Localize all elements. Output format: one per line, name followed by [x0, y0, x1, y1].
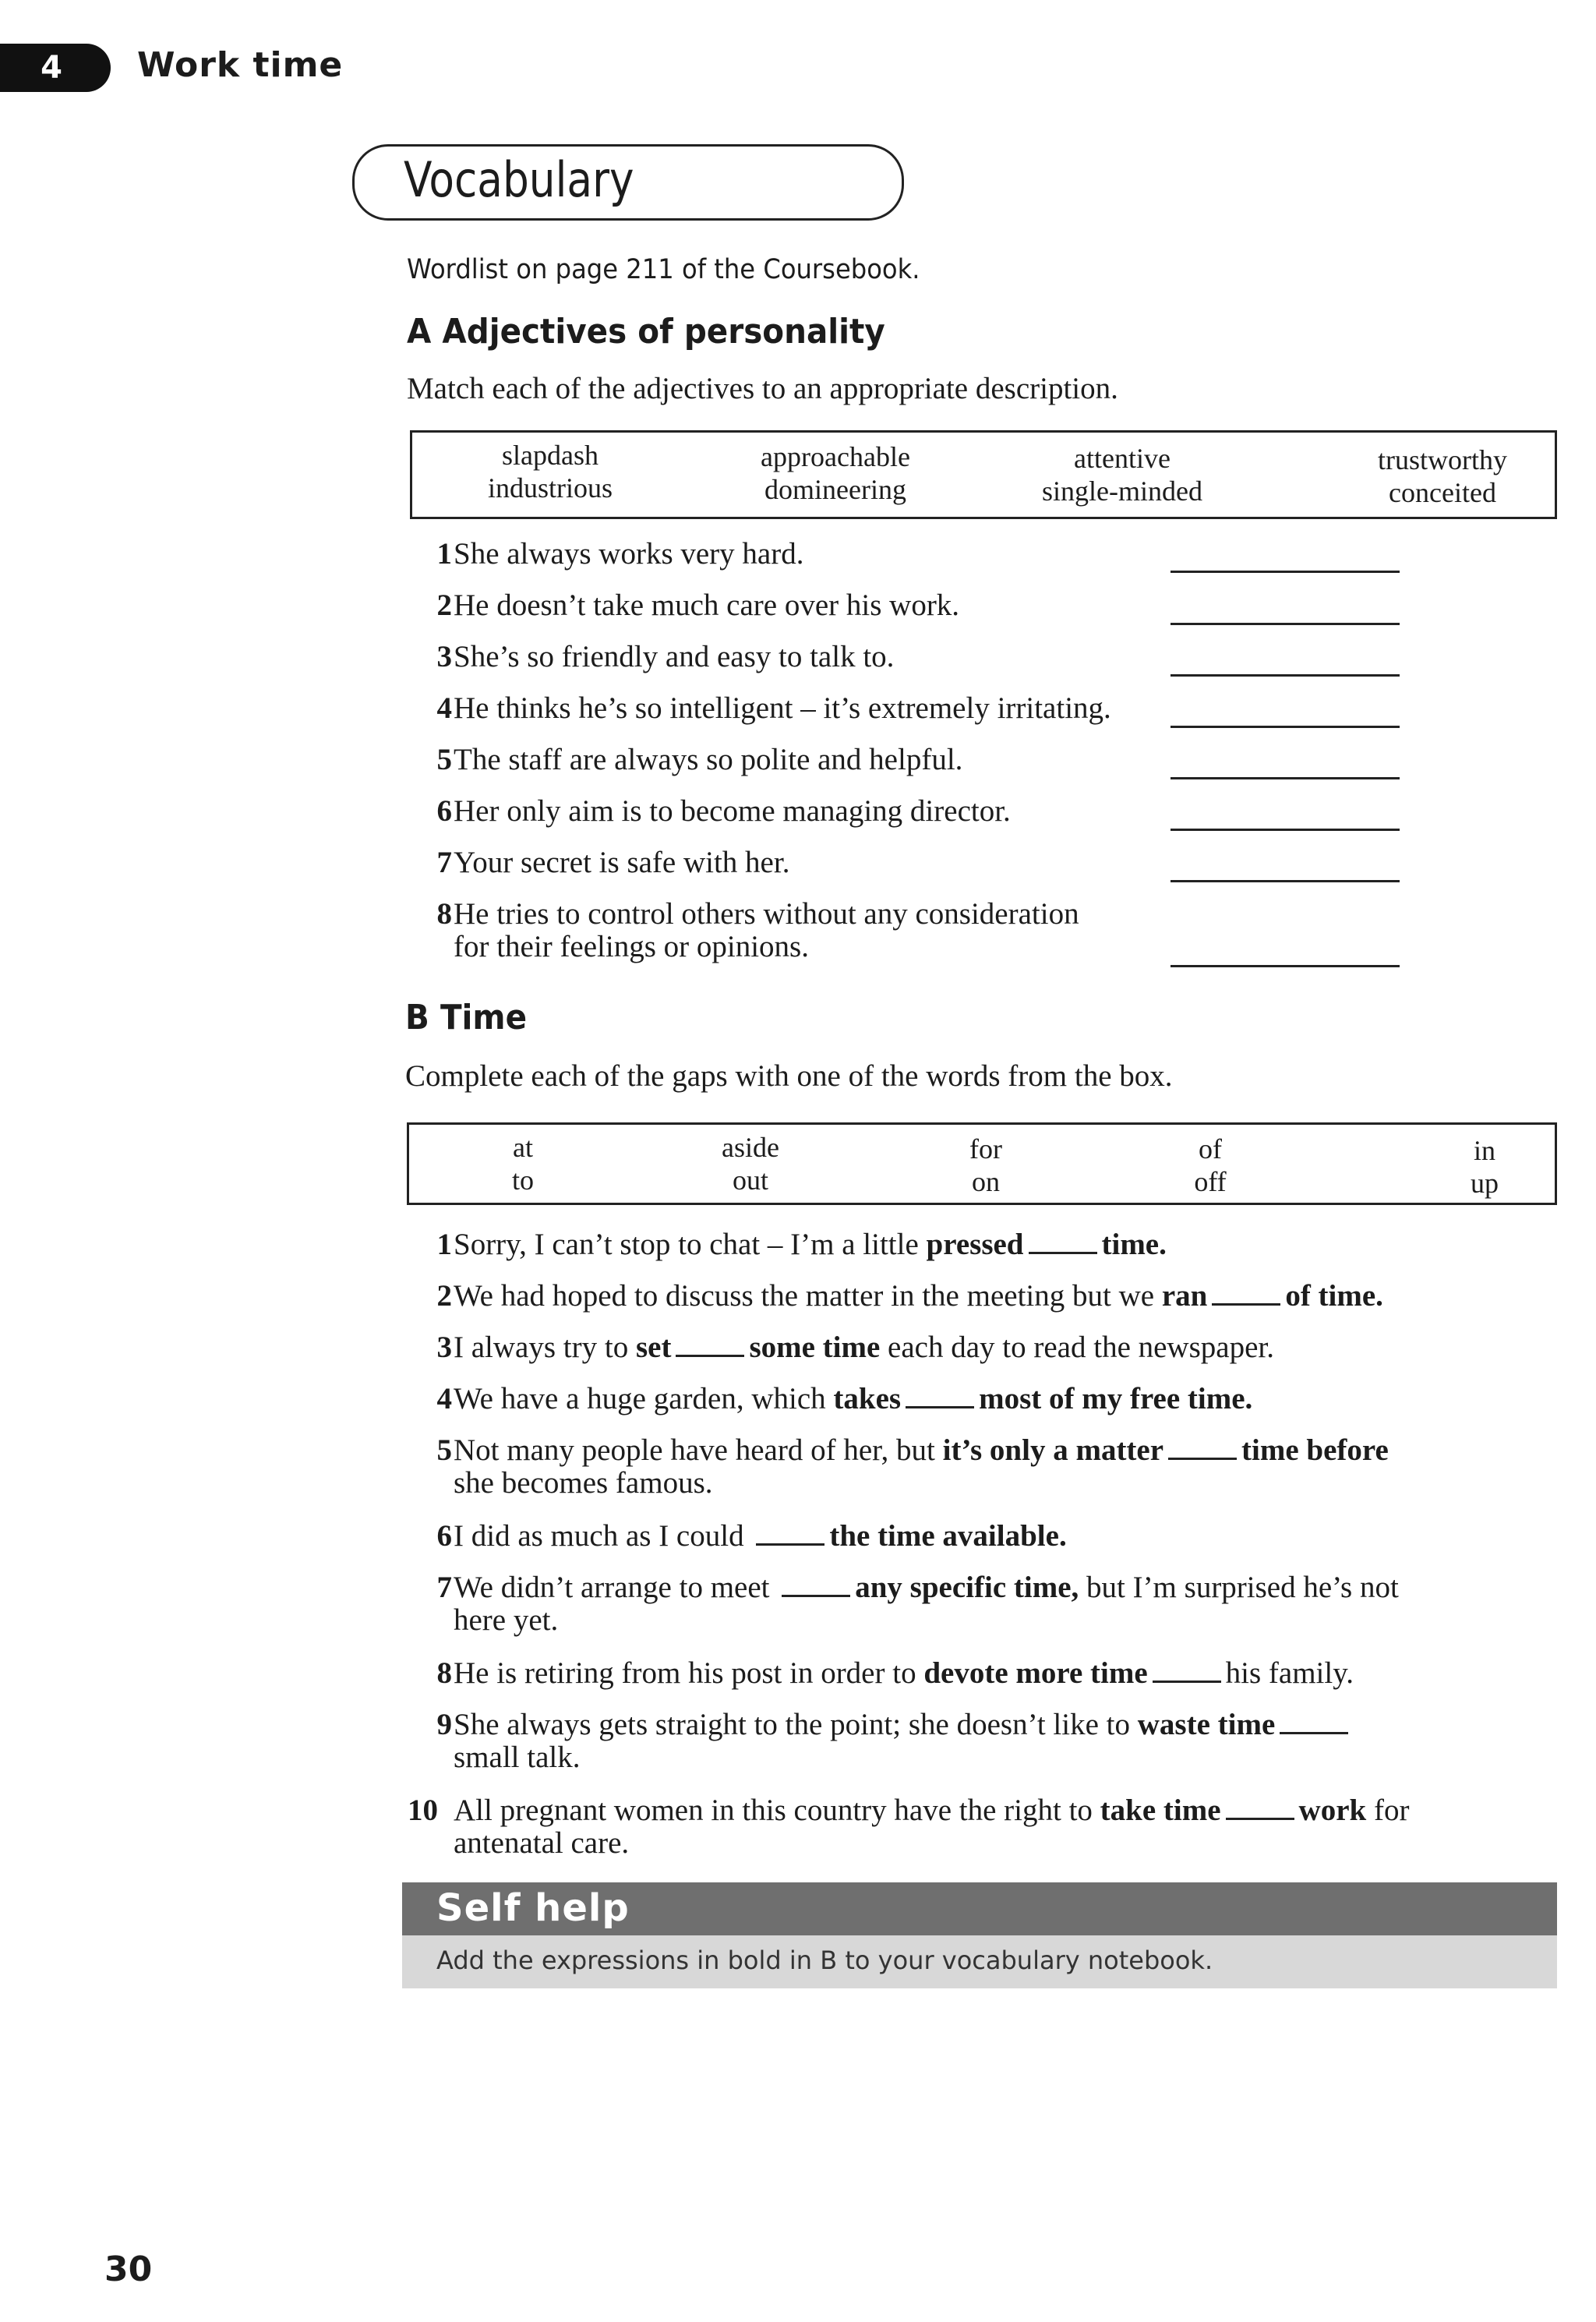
word: for — [969, 1133, 1002, 1165]
item-number: 6 — [436, 794, 452, 828]
section-a-title: A Adjectives of personality — [407, 312, 885, 352]
bold-expression: some time — [749, 1331, 881, 1364]
item-number: 2 — [436, 1279, 452, 1313]
item-number: 7 — [436, 1571, 452, 1604]
answer-line[interactable] — [1171, 726, 1400, 728]
bold-expression: takes — [833, 1382, 902, 1415]
gap-blank[interactable] — [1280, 1709, 1348, 1734]
answer-line[interactable] — [1171, 777, 1400, 779]
item-number: 5 — [436, 1433, 452, 1467]
word-column — [512, 1131, 534, 1196]
item-number: 8 — [436, 897, 452, 931]
word-column — [1042, 442, 1202, 507]
item-number: 8 — [436, 1656, 452, 1690]
word: in — [1473, 1135, 1495, 1166]
bold-expression: time. — [1101, 1228, 1167, 1261]
bold-expression: ran — [1161, 1279, 1208, 1313]
word-column — [969, 1133, 1002, 1198]
word: off — [1194, 1166, 1227, 1197]
item-number: 7 — [436, 846, 452, 879]
word: approachable — [761, 441, 910, 472]
item-text-continued: here yet. — [454, 1603, 559, 1637]
unit-number-badge: 4 — [0, 44, 111, 92]
item-number: 4 — [436, 1382, 452, 1415]
word: at — [513, 1132, 533, 1163]
gap-blank[interactable] — [782, 1571, 850, 1597]
answer-line[interactable] — [1171, 880, 1400, 882]
prepositions-word-box — [407, 1122, 1557, 1205]
item-text: Her only aim is to become managing director. — [454, 794, 1011, 828]
bold-expression: time before — [1241, 1433, 1389, 1467]
gap-blank[interactable] — [1226, 1794, 1294, 1820]
item-text-continued: antenatal care. — [454, 1826, 630, 1860]
item-text: but I’m surprised he’s not — [1079, 1571, 1399, 1604]
word: of — [1198, 1133, 1222, 1165]
page-number: 30 — [104, 2250, 153, 2289]
bold-expression: most of my free time. — [979, 1382, 1253, 1415]
item-number: 10 — [408, 1794, 438, 1827]
item-number: 1 — [436, 1228, 452, 1261]
self-help-text: Add the expressions in bold in B to your vocabulary notebook. — [436, 1946, 1213, 1975]
answer-line[interactable] — [1171, 623, 1400, 625]
answer-line[interactable] — [1171, 965, 1400, 967]
word: aside — [722, 1132, 779, 1163]
section-b-instruction: Complete each of the gaps with one of the words from the box. — [405, 1059, 1173, 1093]
item-text-continued: for their feelings or opinions. — [454, 930, 809, 963]
word-column — [488, 439, 613, 504]
gap-blank[interactable] — [1168, 1434, 1237, 1460]
gap-blank[interactable] — [756, 1520, 824, 1546]
bold-expression: it’s only a matter — [942, 1433, 1164, 1467]
word: out — [732, 1165, 768, 1196]
item-text: She’s so friendly and easy to talk to. — [454, 640, 895, 673]
word: trustworthy — [1378, 444, 1507, 475]
bold-expression: of time. — [1285, 1279, 1383, 1313]
bold-expression: any specific time, — [855, 1571, 1079, 1604]
word-column — [1378, 444, 1507, 509]
item-text-continued: she becomes famous. — [454, 1466, 713, 1500]
section-title: Vocabulary — [404, 151, 634, 208]
item-text: He thinks he’s so intelligent – it’s extremely irritating. — [454, 691, 1111, 725]
item-number: 1 — [436, 537, 452, 571]
word: industrious — [487, 472, 613, 504]
answer-line[interactable] — [1171, 829, 1400, 831]
item-number: 5 — [436, 743, 452, 776]
item-text: We didn’t arrange to meet — [454, 1571, 778, 1604]
bold-expression: work — [1298, 1794, 1367, 1827]
item-text: each day to read the newspaper. — [880, 1331, 1274, 1364]
item-text: All pregnant women in this country have the right to — [454, 1794, 1100, 1827]
gap-blank[interactable] — [676, 1331, 744, 1357]
item-number: 3 — [436, 640, 452, 673]
word: attentive — [1074, 443, 1171, 474]
adjectives-word-box — [410, 430, 1557, 519]
gap-blank[interactable] — [1029, 1228, 1097, 1254]
item-text: Not many people have heard of her, but — [454, 1433, 943, 1467]
item-number: 9 — [436, 1708, 452, 1741]
word-column — [761, 440, 910, 506]
section-a-instruction: Match each of the adjectives to an appropriate description. — [407, 372, 1118, 405]
item-text: She always works very hard. — [454, 537, 804, 571]
item-text: Your secret is safe with her. — [454, 846, 790, 879]
bold-expression: the time available. — [829, 1519, 1067, 1553]
section-b-title: B Time — [405, 998, 528, 1037]
answer-line[interactable] — [1171, 571, 1400, 573]
answer-line[interactable] — [1171, 674, 1400, 677]
item-text-continued: small talk. — [454, 1741, 581, 1774]
word: to — [511, 1165, 535, 1196]
item-text: We have a huge garden, which — [454, 1382, 834, 1415]
bold-expression: take time — [1100, 1794, 1221, 1827]
unit-title: Work time — [137, 45, 344, 85]
item-number: 4 — [436, 691, 452, 725]
item-text: Sorry, I can’t stop to chat – I’m a little — [454, 1228, 927, 1261]
item-text: He is retiring from his post in order to — [454, 1656, 924, 1690]
wordlist-note: Wordlist on page 211 of the Coursebook. — [407, 254, 920, 285]
item-text: She always gets straight to the point; she doesn’t like to — [454, 1708, 1138, 1741]
item-text: We had hoped to discuss the matter in the meeting but we — [454, 1279, 1162, 1313]
item-number: 6 — [436, 1519, 452, 1553]
item-text: He doesn’t take much care over his work. — [454, 588, 960, 622]
gap-blank[interactable] — [906, 1383, 974, 1408]
item-number: 2 — [436, 588, 452, 622]
bold-expression: pressed — [926, 1228, 1024, 1261]
word: on — [971, 1166, 1000, 1197]
self-help-title: Self help — [436, 1886, 630, 1930]
word-column — [1194, 1133, 1226, 1198]
bold-expression: set — [635, 1331, 672, 1364]
word: domineering — [764, 474, 906, 505]
item-text: The staff are always so polite and helpful. — [454, 743, 963, 776]
gap-blank[interactable] — [1153, 1657, 1221, 1683]
word-column — [1471, 1134, 1499, 1200]
word: up — [1471, 1168, 1499, 1199]
item-text: I did as much as I could — [454, 1519, 752, 1553]
item-text: I always try to — [454, 1331, 636, 1364]
gap-blank[interactable] — [1212, 1280, 1280, 1306]
bold-expression: waste time — [1137, 1708, 1276, 1741]
word: single-minded — [1042, 475, 1202, 507]
word: slapdash — [502, 440, 598, 471]
word: conceited — [1389, 477, 1496, 508]
item-text: his family. — [1225, 1656, 1354, 1690]
item-number: 3 — [436, 1331, 452, 1364]
item-text: for — [1366, 1794, 1410, 1827]
word-column — [722, 1131, 779, 1196]
bold-expression: devote more time — [923, 1656, 1148, 1690]
item-text: He tries to control others without any consideration — [454, 897, 1079, 931]
